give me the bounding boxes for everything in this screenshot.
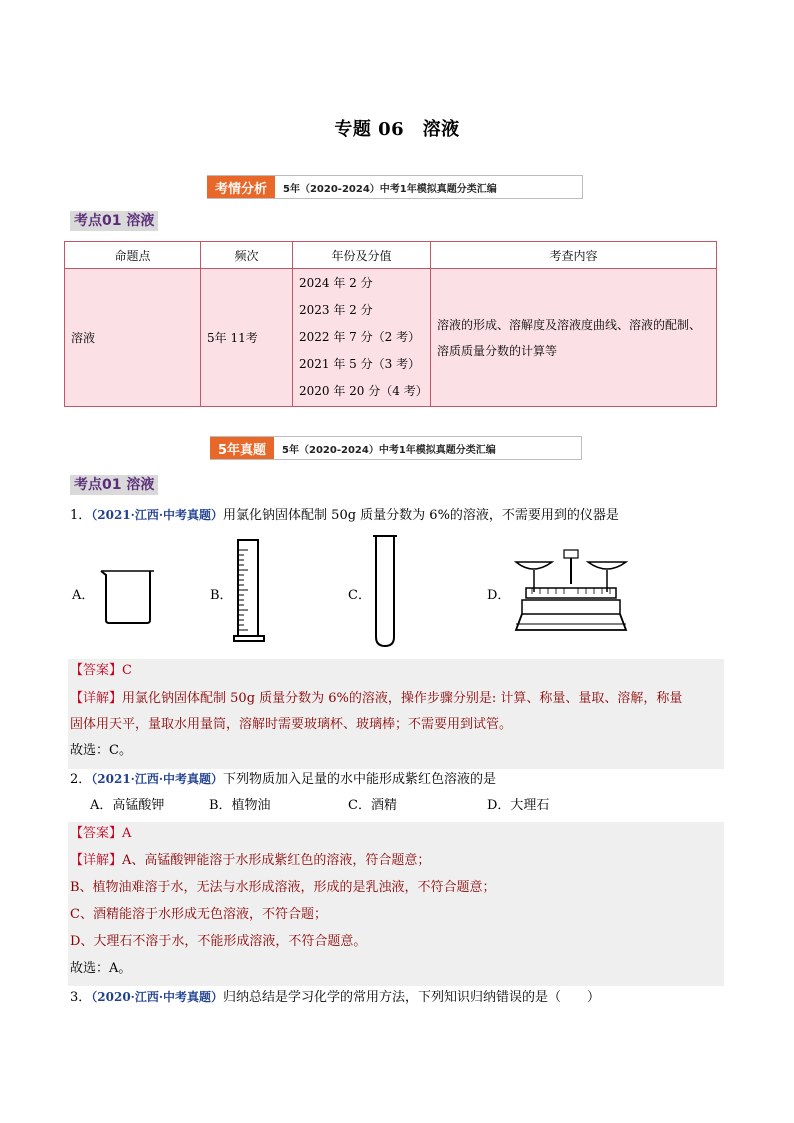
table-header-cell: 命题点 xyxy=(65,242,201,269)
table-header-row xyxy=(65,242,717,269)
table-cell-years xyxy=(293,269,431,407)
question-text: 用氯化钠固体配制 50g 质量分数为 6%的溶液，不需要用到的仪器是 xyxy=(223,508,619,523)
option-label: A． xyxy=(72,588,95,603)
question-number: 1． xyxy=(70,508,92,523)
detail-text: 固体用天平，量取水用量筒，溶解时需要玻璃杯、玻璃棒；不需要用到试管。 xyxy=(70,717,513,732)
choose-text: 故选：C。 xyxy=(70,743,132,758)
detail-text: 用氯化钠固体配制 50g 质量分数为 6%的溶液，操作步骤分别是: 计算、称量、量取、溶解，称量 xyxy=(122,691,683,706)
choose-text: 故选：A。 xyxy=(70,961,132,976)
option-item: B．植物油 xyxy=(209,798,271,813)
table-header-cell: 年份及分值 xyxy=(293,242,431,269)
option-label: B． xyxy=(210,588,233,603)
answer-tag: 【答案】 xyxy=(70,826,123,841)
table-header-cell: 考查内容 xyxy=(431,242,717,269)
option-item: A．高锰酸钾 xyxy=(90,798,165,813)
section-banner-analysis xyxy=(207,175,583,199)
option-item: D．大理石 xyxy=(487,798,550,813)
detail-text: C、酒精能溶于水形成无色溶液，不符合题； xyxy=(70,907,327,922)
question-number: 3． xyxy=(70,990,92,1005)
question-2 xyxy=(70,769,730,790)
answer-value: C xyxy=(122,663,132,678)
answer-value: A xyxy=(122,826,132,841)
banner-tag: 考情分析 xyxy=(207,176,275,198)
graduated-cylinder-icon xyxy=(232,538,268,644)
detail-line xyxy=(70,689,730,709)
question-text: 归纳总结是学习化学的常用方法，下列知识归纳错误的是（ ） xyxy=(223,990,601,1005)
analysis-table xyxy=(64,241,717,407)
kaodian-heading: 考点01 溶液 xyxy=(70,211,158,231)
year-entry: 2022 年 7 分（2 考） xyxy=(299,330,421,344)
answer-block xyxy=(68,659,724,769)
year-entry: 2020 年 20 分（4 考） xyxy=(299,384,428,398)
banner-tag: 5年真题 xyxy=(210,437,274,459)
year-entry: 2021 年 5 分（3 考） xyxy=(299,357,421,371)
detail-tag: 【详解】 xyxy=(70,691,123,706)
question-number: 2． xyxy=(70,772,92,787)
detail-text: B、植物油难溶于水，无法与水形成溶液，形成的是乳浊液，不符合题意； xyxy=(70,880,496,895)
detail-tag: 【详解】 xyxy=(70,853,123,868)
question-3 xyxy=(70,987,730,1008)
answer-line xyxy=(70,824,131,844)
section-banner-exams xyxy=(210,436,582,460)
question-source: （2021·江西·中考真题） xyxy=(91,772,224,786)
kaodian-heading: 考点01 溶液 xyxy=(70,475,158,495)
answer-line xyxy=(70,661,132,681)
answer-block xyxy=(68,822,724,986)
option-label: D． xyxy=(487,588,511,603)
detail-text: A、高锰酸钾能溶于水形成紫红色的溶液，符合题意； xyxy=(122,853,431,868)
banner-subtitle: 5年（2020-2024）中考1年模拟真题分类汇编 xyxy=(283,183,497,195)
question-source: （2021·江西·中考真题） xyxy=(91,508,224,522)
page-title: 专题 06 溶液 xyxy=(334,119,460,140)
option-item: C．酒精 xyxy=(348,798,397,813)
year-entry: 2023 年 2 分 xyxy=(299,303,373,317)
question-source: （2020·江西·中考真题） xyxy=(91,990,224,1004)
answer-tag: 【答案】 xyxy=(70,663,123,678)
detail-line xyxy=(70,851,430,871)
question-1 xyxy=(70,505,730,526)
table-header-cell: 频次 xyxy=(201,242,293,269)
beaker-icon xyxy=(97,568,157,626)
balance-scale-icon xyxy=(512,548,630,634)
question-text: 下列物质加入足量的水中能形成紫红色溶液的是 xyxy=(223,772,497,787)
table-cell-topic: 溶液 xyxy=(65,269,201,407)
option-label: C． xyxy=(348,588,371,603)
table-row xyxy=(65,269,717,407)
table-cell-frequency: 5年 11考 xyxy=(201,269,293,407)
detail-text: D、大理石不溶于水，不能形成溶液，不符合题意。 xyxy=(70,934,367,949)
banner-subtitle: 5年（2020-2024）中考1年模拟真题分类汇编 xyxy=(282,444,496,456)
table-cell-content: 溶液的形成、溶解度及溶液度曲线、溶液的配制、溶质质量分数的计算等 xyxy=(431,269,717,407)
year-entry: 2024 年 2 分 xyxy=(299,276,373,290)
test-tube-icon xyxy=(371,533,399,649)
